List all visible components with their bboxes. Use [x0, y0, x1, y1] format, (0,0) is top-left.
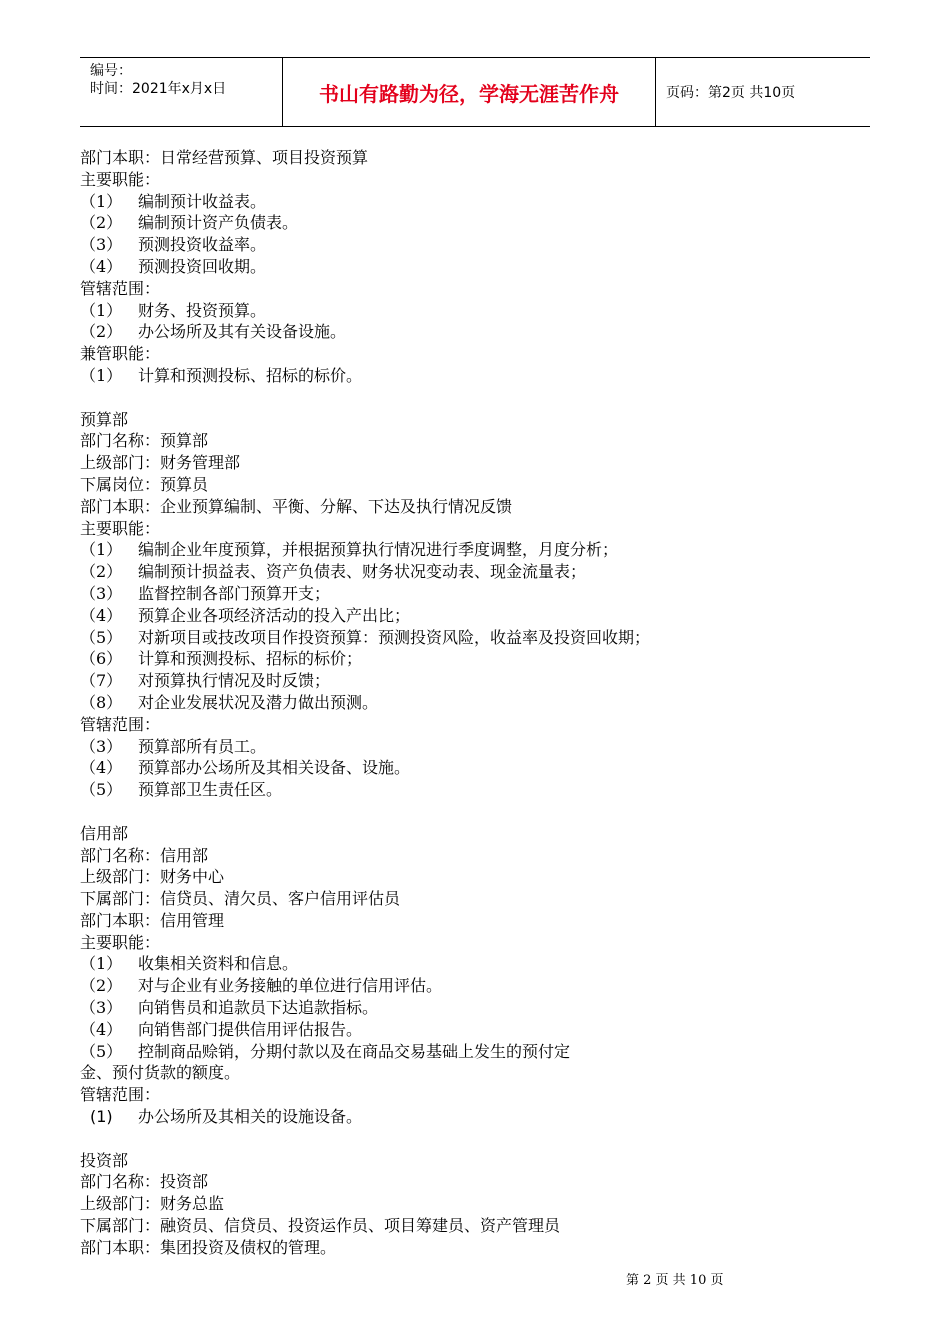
text-line: [80, 1062, 870, 1084]
line-text: 对与企业有业务接触的单位进行信用评估。: [138, 976, 443, 996]
text-line: [80, 430, 870, 452]
item-number: （7）: [80, 671, 123, 691]
line-text: 预算部所有员工。: [138, 736, 267, 756]
line-text: 控制商品赊销，分期付款以及在商品交易基础上发生的预付定: [138, 1041, 571, 1061]
numbered-item: [80, 539, 870, 561]
text-line: [80, 496, 870, 518]
line-text: 部门名称：预算部: [80, 431, 209, 451]
text-line: [80, 343, 870, 365]
document-time-label: 时间：2021年x月x日: [90, 81, 227, 97]
line-text: 上级部门：财务管理部: [80, 453, 241, 473]
line-text: 主要职能：: [80, 932, 161, 952]
line-text: 部门名称：投资部: [80, 1172, 209, 1192]
line-text: 下属部门：融资员、信贷员、投资运作员、项目筹建员、资产管理员: [80, 1216, 561, 1236]
line-text: 部门本职：信用管理: [80, 910, 225, 930]
line-text: 对预算执行情况及时反馈；: [138, 671, 331, 691]
numbered-item: [80, 561, 870, 583]
text-line: [80, 1084, 870, 1106]
line-text: 监督控制各部门预算开支；: [138, 583, 331, 603]
numbered-item: [80, 736, 870, 758]
blank-line: [80, 1128, 870, 1150]
text-line: [80, 1193, 870, 1215]
document-number-label: 编号：: [90, 63, 132, 79]
text-line: [80, 147, 870, 169]
header-meta: [80, 58, 283, 126]
numbered-item: [80, 583, 870, 605]
header-page-info: [656, 58, 870, 126]
text-line: [80, 866, 870, 888]
line-text: 上级部门：财务总监: [80, 1194, 225, 1214]
item-number: （4）: [80, 758, 123, 778]
item-number: （4）: [80, 1019, 123, 1039]
numbered-item: [80, 757, 870, 779]
line-text: 下属岗位：预算员: [80, 474, 209, 494]
numbered-item: [80, 300, 870, 322]
text-line: [80, 888, 870, 910]
line-text: 办公场所及其有关设备设施。: [138, 322, 347, 342]
document-body: [80, 147, 870, 1259]
item-number: （5）: [80, 627, 123, 647]
text-line: [80, 714, 870, 736]
text-line: [80, 1150, 870, 1172]
item-number: （3）: [80, 235, 123, 255]
line-text: 预算企业各项经济活动的投入产出比；: [138, 605, 411, 625]
numbered-item: [80, 1106, 870, 1128]
item-number: （1）: [80, 954, 123, 974]
line-text: 计算和预测投标、招标的标价；: [138, 649, 363, 669]
numbered-item: [80, 234, 870, 256]
header-page-label: 页码：第2页 共10页: [666, 85, 796, 101]
text-line: [80, 1215, 870, 1237]
line-text: 办公场所及其相关的设施设备。: [138, 1107, 363, 1127]
line-text: 部门名称：信用部: [80, 845, 209, 865]
numbered-item: [80, 212, 870, 234]
item-number: (1): [90, 1107, 113, 1127]
line-text: 上级部门：财务中心: [80, 867, 225, 887]
numbered-item: [80, 692, 870, 714]
line-text: 金、预付货款的额度。: [80, 1063, 241, 1083]
text-line: [80, 518, 870, 540]
item-number: （1）: [80, 540, 123, 560]
item-number: （3）: [80, 583, 123, 603]
line-text: 编制预计损益表、资产负债表、财务状况变动表、现金流量表；: [138, 562, 587, 582]
blank-line: [80, 801, 870, 823]
line-text: 兼管职能：: [80, 344, 161, 364]
line-text: 编制预计收益表。: [138, 191, 267, 211]
item-number: （4）: [80, 605, 123, 625]
numbered-item: [80, 256, 870, 278]
item-number: （3）: [80, 736, 123, 756]
item-number: （1）: [80, 191, 123, 211]
text-line: [80, 452, 870, 474]
line-text: 投资部: [80, 1150, 129, 1170]
numbered-item: [80, 648, 870, 670]
text-line: [80, 278, 870, 300]
item-number: （1）: [80, 365, 123, 385]
text-line: [80, 409, 870, 431]
numbered-item: [80, 670, 870, 692]
item-number: （1）: [80, 300, 123, 320]
line-text: 信用部: [80, 823, 129, 843]
line-text: 管辖范围：: [80, 278, 161, 298]
numbered-item: [80, 365, 870, 387]
numbered-item: [80, 779, 870, 801]
item-number: （2）: [80, 213, 123, 233]
item-number: （3）: [80, 998, 123, 1018]
line-text: 预测投资回收期。: [138, 256, 267, 276]
item-number: （2）: [80, 976, 123, 996]
numbered-item: [80, 975, 870, 997]
line-text: 下属部门：信贷员、清欠员、客户信用评估员: [80, 889, 401, 909]
line-text: 收集相关资料和信息。: [138, 954, 299, 974]
line-text: 预测投资收益率。: [138, 235, 267, 255]
item-number: （6）: [80, 649, 123, 669]
text-line: [80, 823, 870, 845]
line-text: 对企业发展状况及潜力做出预测。: [138, 692, 379, 712]
numbered-item: [80, 605, 870, 627]
text-line: [80, 169, 870, 191]
line-text: 预算部办公场所及其相关设备、设施。: [138, 758, 411, 778]
blank-line: [80, 387, 870, 409]
text-line: [80, 910, 870, 932]
line-text: 编制预计资产负债表。: [138, 213, 299, 233]
line-text: 部门本职：日常经营预算、项目投资预算: [80, 148, 369, 167]
line-text: 编制企业年度预算，并根据预算执行情况进行季度调整，月度分析；: [138, 540, 619, 560]
header-motto: 书山有路勤为径，学海无涯苦作舟: [283, 58, 656, 126]
numbered-item: [80, 191, 870, 213]
line-text: 管辖范围：: [80, 1085, 161, 1105]
item-number: （2）: [80, 322, 123, 342]
line-text: 部门本职：集团投资及债权的管理。: [80, 1237, 337, 1257]
line-text: 主要职能：: [80, 169, 161, 189]
line-text: 预算部: [80, 409, 129, 429]
numbered-item: [80, 1041, 870, 1063]
numbered-item: [80, 321, 870, 343]
text-line: [80, 1237, 870, 1259]
numbered-item: [80, 997, 870, 1019]
numbered-item: [80, 627, 870, 649]
page-footer: 第 2 页 共 10 页: [626, 1273, 724, 1288]
line-text: 向销售员和追款员下达追款指标。: [138, 998, 379, 1018]
line-text: 向销售部门提供信用评估报告。: [138, 1019, 363, 1039]
item-number: （5）: [80, 1041, 123, 1061]
document-header: [80, 57, 870, 127]
line-text: 管辖范围：: [80, 714, 161, 734]
line-text: 计算和预测投标、招标的标价。: [138, 365, 363, 385]
text-line: [80, 1171, 870, 1193]
text-line: [80, 845, 870, 867]
line-text: 财务、投资预算。: [138, 300, 267, 320]
item-number: （5）: [80, 780, 123, 800]
item-number: （2）: [80, 562, 123, 582]
line-text: 部门本职：企业预算编制、平衡、分解、下达及执行情况反馈: [80, 496, 513, 516]
item-number: （8）: [80, 692, 123, 712]
item-number: （4）: [80, 256, 123, 276]
text-line: [80, 932, 870, 954]
line-text: 主要职能：: [80, 518, 161, 538]
line-text: 对新项目或技改项目作投资预算：预测投资风险，收益率及投资回收期；: [138, 627, 651, 647]
numbered-item: [80, 1019, 870, 1041]
text-line: [80, 474, 870, 496]
line-text: 预算部卫生责任区。: [138, 780, 283, 800]
numbered-item: [80, 953, 870, 975]
